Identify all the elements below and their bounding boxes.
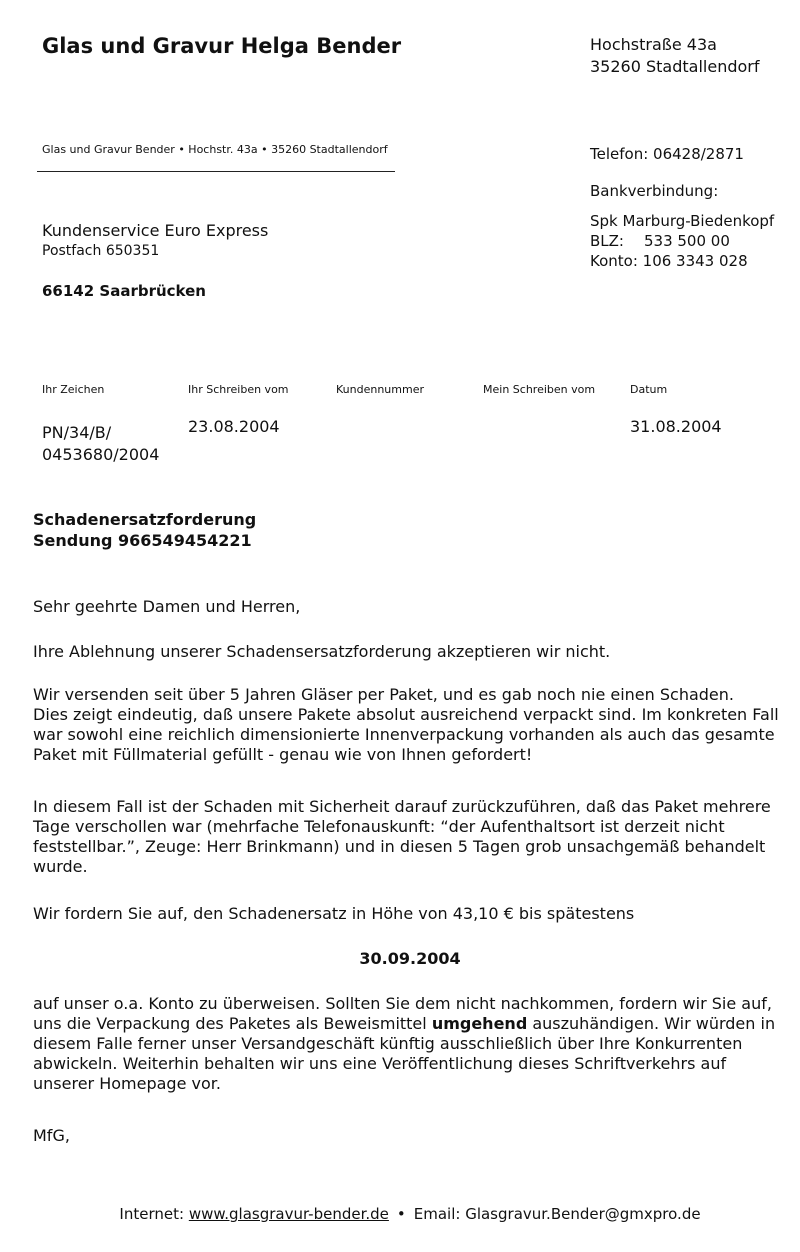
recipient-name: Kundenservice Euro Express — [42, 221, 269, 240]
paragraph-5-text: uns die Verpackung des Paketes als Beweismittel — [33, 1014, 432, 1033]
bank-heading: Bankverbindung: — [590, 182, 719, 200]
ref-label-ihr-zeichen: Ihr Zeichen — [42, 383, 105, 396]
salutation: Sehr geehrte Damen und Herren, — [33, 597, 301, 616]
blz-value: 533 500 00 — [643, 232, 730, 250]
recipient-zip-city: 66142 Saarbrücken — [42, 282, 206, 300]
paragraph-3-line: In diesem Fall ist der Schaden mit Sicherheit darauf zurückzuführen, daß das Paket mehrere — [33, 797, 771, 816]
sender-divider — [37, 171, 395, 172]
ref-label-ihr-schreiben: Ihr Schreiben vom — [188, 383, 289, 396]
paragraph-3 — [33, 797, 773, 877]
bank-blz — [590, 232, 730, 250]
ref-label-kundennummer: Kundennummer — [336, 383, 424, 396]
paragraph-2 — [33, 685, 779, 765]
paragraph-4: Wir fordern Sie auf, den Schadenersatz in Höhe von 43,10 € bis spätestens — [33, 904, 635, 923]
website-link[interactable]: www.glasgravur-bender.de — [188, 1205, 389, 1223]
ref-label-mein-schreiben: Mein Schreiben vom — [483, 383, 596, 396]
bank-name: Spk Marburg-Biedenkopf — [590, 212, 775, 230]
ref-ihr-zeichen-line1: PN/34/B/ — [42, 423, 112, 442]
company-name: Glas und Gravur Helga Bender — [42, 34, 402, 58]
paragraph-1: Ihre Ablehnung unserer Schadensersatzforderung akzeptieren wir nicht. — [33, 642, 611, 661]
paragraph-2-line: war sowohl eine reichlich dimensionierte Innenverpackung vorhanden als auch das gesamte — [33, 725, 775, 744]
bank-account: Konto: 106 3343 028 — [590, 252, 748, 270]
paragraph-2-line: Paket mit Füllmaterial gefüllt - genau wie von Ihnen gefordert! — [33, 745, 533, 764]
company-city: 35260 Stadtallendorf — [590, 57, 760, 76]
closing: MfG, — [33, 1126, 70, 1145]
paragraph-5-line: auf unser o.a. Konto zu überweisen. Sollten Sie dem nicht nachkommen, fordern wir Sie auf, — [33, 994, 772, 1013]
emphasis-umgehend: umgehend — [431, 1014, 528, 1033]
deadline-date: 30.09.2004 — [359, 949, 461, 968]
footer-email[interactable]: Email: Glasgravur.Bender@gmxpro.de — [413, 1205, 701, 1223]
footer-internet-label: Internet: — [119, 1205, 189, 1223]
paragraph-5-text: auszuhändigen. Wir würden in — [527, 1014, 776, 1033]
ref-datum: 31.08.2004 — [630, 417, 722, 436]
company-street: Hochstraße 43a — [590, 35, 717, 54]
ref-label-datum: Datum — [630, 383, 668, 396]
paragraph-5 — [33, 994, 776, 1094]
ref-ihr-schreiben-vom: 23.08.2004 — [188, 417, 280, 436]
subject-line-1: Schadenersatzforderung — [33, 510, 257, 529]
paragraph-3-line: wurde. — [33, 857, 88, 876]
paragraph-2-line: Wir versenden seit über 5 Jahren Gläser per Paket, und es gab noch nie einen Schaden. — [33, 685, 734, 704]
footer-bullet: • — [396, 1205, 406, 1223]
subject-line-2: Sendung 966549454221 — [33, 531, 252, 550]
paragraph-3-line: feststellbar.”, Zeuge: Herr Brinkmann) und in diesen 5 Tagen grob unsachgemäß behandelt — [33, 837, 766, 856]
footer — [0, 1205, 800, 1223]
paragraph-5-line — [33, 1014, 776, 1034]
recipient-postfach: Postfach 650351 — [42, 243, 160, 259]
paragraph-5-line: abwickeln. Weiterhin behalten wir uns eine Veröffentlichung dieses Schriftverkehrs auf — [33, 1054, 727, 1073]
blz-label: BLZ: — [590, 232, 624, 250]
ref-ihr-zeichen-line2: 0453680/2004 — [42, 445, 160, 464]
paragraph-5-line: diesem Falle ferner unser Versandgeschäft künftig ausschließlich über Ihre Konkurrenten — [33, 1034, 743, 1053]
paragraph-2-line: Dies zeigt eindeutig, daß unsere Pakete absolut ausreichend verpackt sind. Im konkreten Fall — [33, 705, 779, 724]
sender-return-address: Glas und Gravur Bender • Hochstr. 43a • 35260 Stadtallendorf — [42, 143, 388, 156]
paragraph-5-line: unserer Homepage vor. — [33, 1074, 221, 1093]
paragraph-3-line: Tage verschollen war (mehrfache Telefonauskunft: “der Aufenthaltsort ist derzeit nicht — [33, 817, 725, 836]
phone-number: Telefon: 06428/2871 — [590, 145, 744, 163]
